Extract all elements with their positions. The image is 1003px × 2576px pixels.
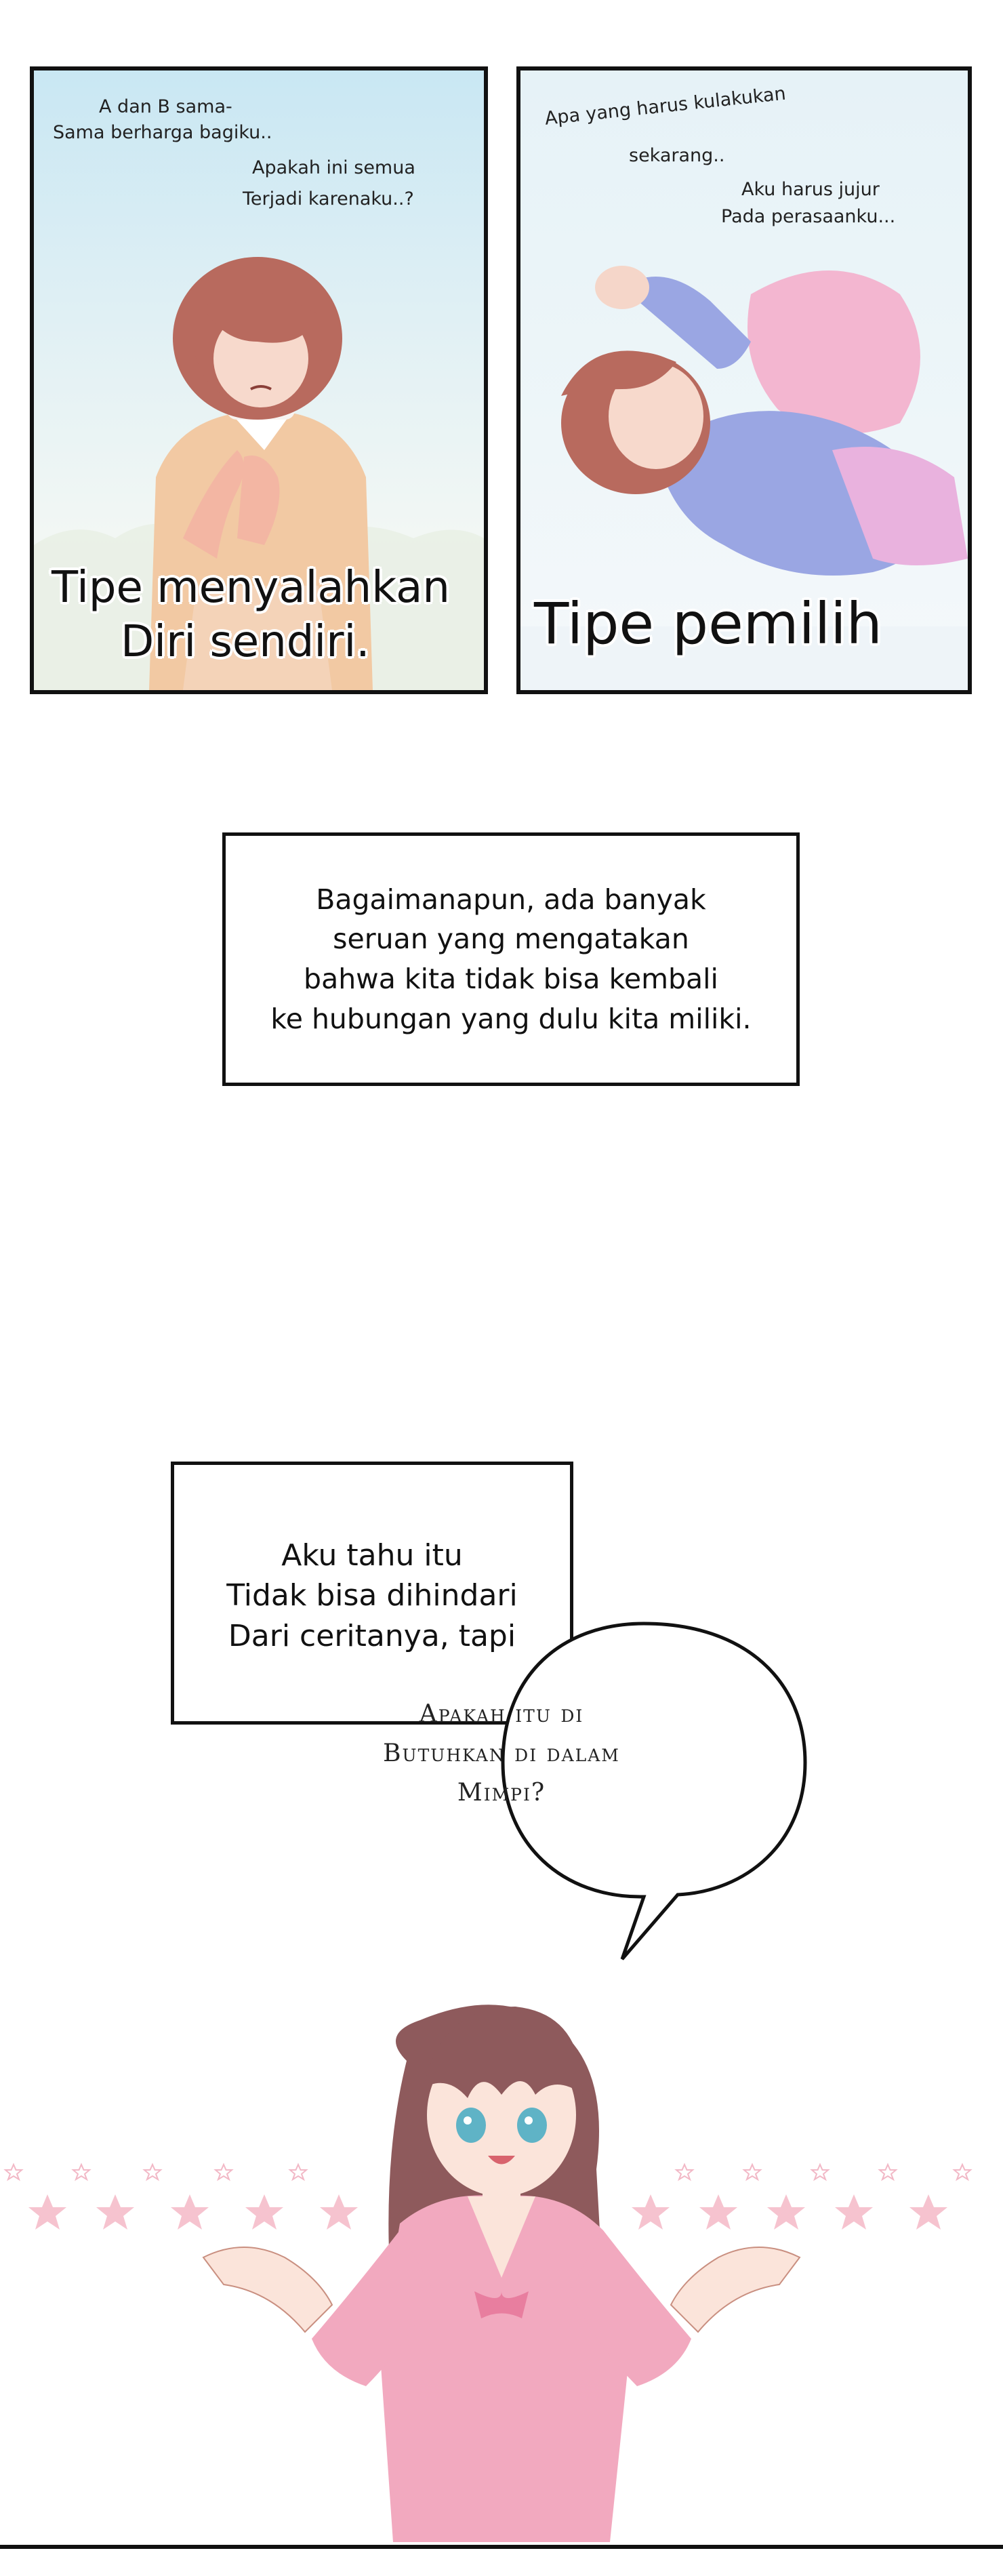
narration-line-2: seruan yang mengatakan bbox=[333, 923, 689, 956]
speech-bubble-line-2: Butuhkan di dalam bbox=[383, 1739, 620, 1767]
thought-text-4: Terjadi karenaku..? bbox=[243, 188, 414, 209]
thought-text-1: A dan B sama- bbox=[99, 96, 232, 117]
speech-bubble-line-1: Apakah itu di bbox=[419, 1700, 584, 1728]
thought-text-1: Apa yang harus kulakukan bbox=[544, 83, 787, 129]
caption-line-2: Diri sendiri. bbox=[121, 617, 370, 667]
speech-box-line-3: Dari ceritanya, tapi bbox=[228, 1618, 516, 1653]
narration-line-1: Bagaimanapun, ada banyak bbox=[316, 883, 706, 916]
narration-line-4: ke hubungan yang dulu kita miliki. bbox=[270, 1002, 752, 1035]
thought-text-4: Pada perasaanku... bbox=[721, 206, 896, 227]
narration-line-3: bahwa kita tidak bisa kembali bbox=[304, 963, 718, 995]
caption-line-1: Tipe pemilih bbox=[534, 590, 882, 657]
thought-text-3: Aku harus jujur bbox=[741, 179, 880, 200]
caption-line-1: Tipe menyalahkan bbox=[52, 563, 450, 613]
thought-text-2: Sama berharga bagiku.. bbox=[53, 122, 272, 143]
thought-text-3: Apakah ini semua bbox=[252, 157, 415, 178]
speech-bubble-line-3: Mimpi? bbox=[457, 1779, 546, 1807]
speech-box-line-1: Aku tahu itu bbox=[281, 1538, 463, 1573]
thought-text-2: sekarang.. bbox=[629, 145, 725, 166]
speech-box-line-2: Tidak bisa dihindari bbox=[226, 1578, 518, 1613]
page-bottom-border bbox=[0, 2545, 1003, 2549]
